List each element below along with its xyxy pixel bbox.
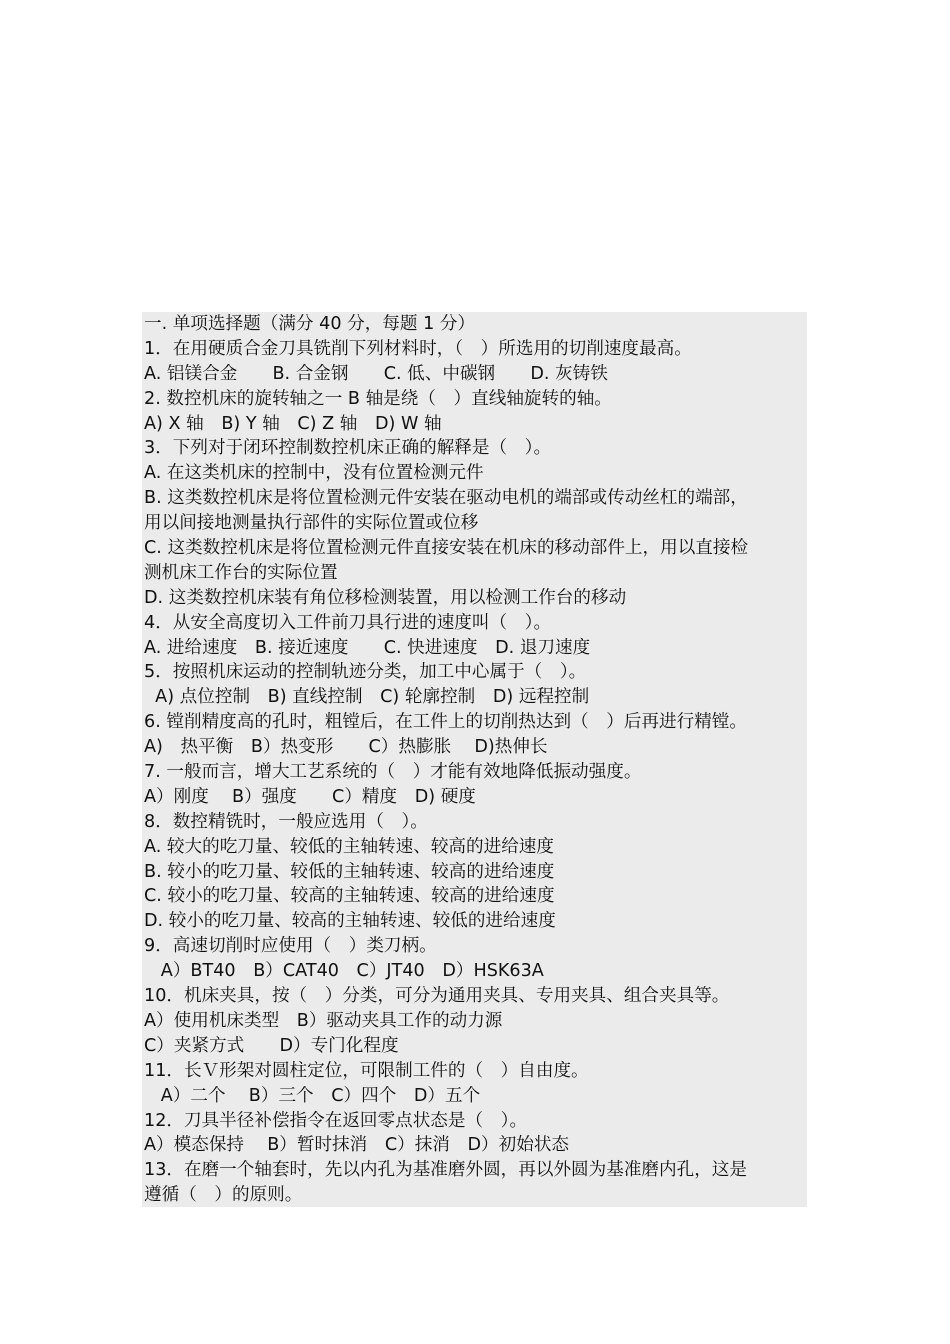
question-8: 8．数控精铣时，一般应选用（ ）。 [144,811,428,832]
question-10-options-cd: C）夹紧方式 D）专门化程度 [144,1035,399,1056]
question-8-option-c: C. 较小的吃刀量、较高的主轴转速、较高的进给速度 [144,886,555,907]
question-13: 13．在磨一个轴套时，先以内孔为基准磨外圆，再以外圆为基准磨内孔，这是 [144,1160,747,1181]
question-5: 5．按照机床运动的控制轨迹分类，加工中心属于（ ）。 [144,662,587,683]
section-heading: 一. 单项选择题（满分 40 分，每题 1 分） [144,314,476,334]
question-3-option-c-cont: 测机床工作台的实际位置 [144,562,338,583]
question-2: 2. 数控机床的旋转轴之一 B 轴是绕（ ）直线轴旋转的轴。 [144,388,612,409]
question-8-option-a: A. 较大的吃刀量、较低的主轴转速、较高的进给速度 [144,836,554,857]
question-8-option-d: D. 较小的吃刀量、较高的主轴转速、较低的进给速度 [144,911,556,932]
question-1-options: A. 铝镁合金 B. 合金钢 C. 低、中碳钢 D. 灰铸铁 [144,363,608,384]
question-9: 9．高速切削时应使用（ ）类刀柄。 [144,936,437,957]
question-4: 4．从安全高度切入工件前刀具行进的速度叫（ ）。 [144,612,552,633]
question-3-option-a: A. 在这类机床的控制中，没有位置检测元件 [144,463,484,484]
question-6-options: A) 热平衡 B）热变形 C）热膨胀 D)热伸长 [144,737,548,758]
question-2-options: A) X 轴 B) Y 轴 C) Z 轴 D) W 轴 [144,413,442,434]
question-1: 1．在用硬质合金刀具铣削下列材料时，（ ）所选用的切削速度最高。 [144,338,692,359]
question-3-option-c: C. 这类数控机床是将位置检测元件直接安装在机床的移动部件上，用以直接检 [144,538,749,559]
question-13-cont: 遵循（ ）的原则。 [144,1185,303,1206]
question-3-option-b: B. 这类数控机床是将位置检测元件安装在驱动电机的端部或传动丝杠的端部， [144,488,748,509]
document-content-block [142,312,807,1207]
question-4-options: A. 进给速度 B. 接近速度 C. 快进速度 D. 退刀速度 [144,637,591,658]
question-3: 3．下列对于闭环控制数控机床正确的解释是（ ）。 [144,438,552,459]
question-11: 11．长Ｖ形架对圆柱定位，可限制工件的（ ）自由度。 [144,1060,589,1081]
question-11-options: A）二个 B）三个 C）四个 D）五个 [144,1085,481,1106]
question-7: 7. 一般而言，增大工艺系统的（ ）才能有效地降低振动强度。 [144,762,642,783]
question-6: 6. 镗削精度高的孔时，粗镗后，在工件上的切削热达到（ ）后再进行精镗。 [144,712,747,733]
question-3-option-d: D. 这类数控机床装有角位移检测装置，用以检测工作台的移动 [144,587,627,608]
question-8-option-b: B. 较小的吃刀量、较低的主轴转速、较高的进给速度 [144,861,555,882]
question-10-options-ab: A）使用机床类型 B）驱动夹具工作的动力源 [144,1010,503,1031]
question-text-lines [144,312,807,1208]
question-5-options: A) 点位控制 B) 直线控制 C) 轮廓控制 D) 远程控制 [144,687,590,708]
question-12: 12．刀具半径补偿指令在返回零点状态是（ ）。 [144,1110,528,1131]
question-7-options: A）刚度 B）强度 C）精度 D) 硬度 [144,786,476,807]
question-12-options: A）模态保持 B）暂时抹消 C）抹消 D）初始状态 [144,1135,570,1156]
question-9-options: A）BT40 B）CAT40 C）JT40 D）HSK63A [144,961,544,982]
question-10: 10．机床夹具，按（ ）分类，可分为通用夹具、专用夹具、组合夹具等。 [144,986,730,1007]
question-3-option-b-cont: 用以间接地测量执行部件的实际位置或位移 [144,513,479,534]
